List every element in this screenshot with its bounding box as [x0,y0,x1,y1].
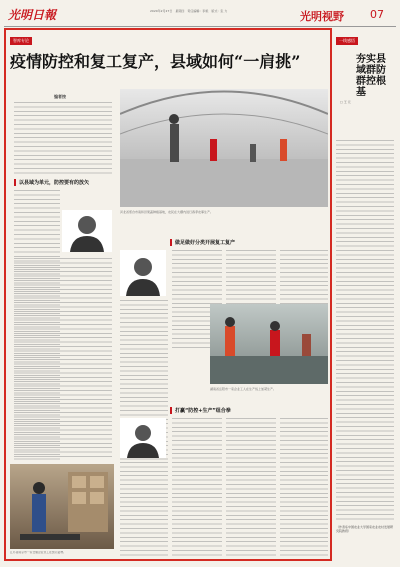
photo-factory-caption: 湖南省岳阳市一家企业工人在生产线上加紧生产。 [210,387,277,391]
photo-greenhouse-caption: 河北省邢台市南和县果蔬种植基地，农民在大棚内进行春季农事生产。 [120,210,214,214]
right-text [336,140,394,520]
photo-icon [10,464,114,549]
right-title: 夯实县域群防群控根基 [356,54,386,98]
author-portrait-2 [120,250,166,296]
photo-factory [210,304,328,384]
sub-heading-3: 打赢“防控+生产”组合拳 [170,407,231,414]
portrait-icon [62,210,112,252]
column-6-text [172,418,222,556]
photo-warehouse-caption: 江苏省南京市一家仓储企业员工在装运货物。 [10,551,66,554]
section-title: 光明视野 [300,10,344,23]
photo-warehouse [10,464,114,549]
right-footer: （作者系中国农业大学国家农业农村发展研究院教授） [336,525,394,534]
portrait-icon [120,418,166,458]
author-portrait-1 [62,210,112,252]
intro-text [14,102,112,174]
photo-greenhouse [120,89,328,207]
portrait-icon [120,250,166,296]
sub-heading-2: 做足做好分类开展复工复产 [170,239,235,246]
right-column-tag: 一线感悟 [336,37,358,45]
right-author: □ 王 元 [340,100,351,104]
photo-icon [120,89,328,207]
author-portrait-3 [120,418,166,458]
headline: 疫情防控和复工复产，县域如何“一肩挑” [10,52,301,71]
page-number: 07 [370,8,384,21]
intro-label: 编者按 [54,94,66,99]
column-1b-text [14,258,112,460]
masthead [0,0,400,30]
masthead-meta: 2020年2月27日 星期四 责任编辑：李艳 版式：张 力 [150,9,228,13]
photo-icon [210,304,328,384]
masthead-logo: 光明日報 [8,8,57,22]
masthead-rule [4,26,396,27]
sub-heading-1: 以县域为单元，防控要有的放矢 [14,179,89,186]
column-tag: 智库专论 [10,37,32,45]
column-7-text [226,418,276,556]
column-8-text [280,418,328,556]
column-9-text [120,462,168,556]
